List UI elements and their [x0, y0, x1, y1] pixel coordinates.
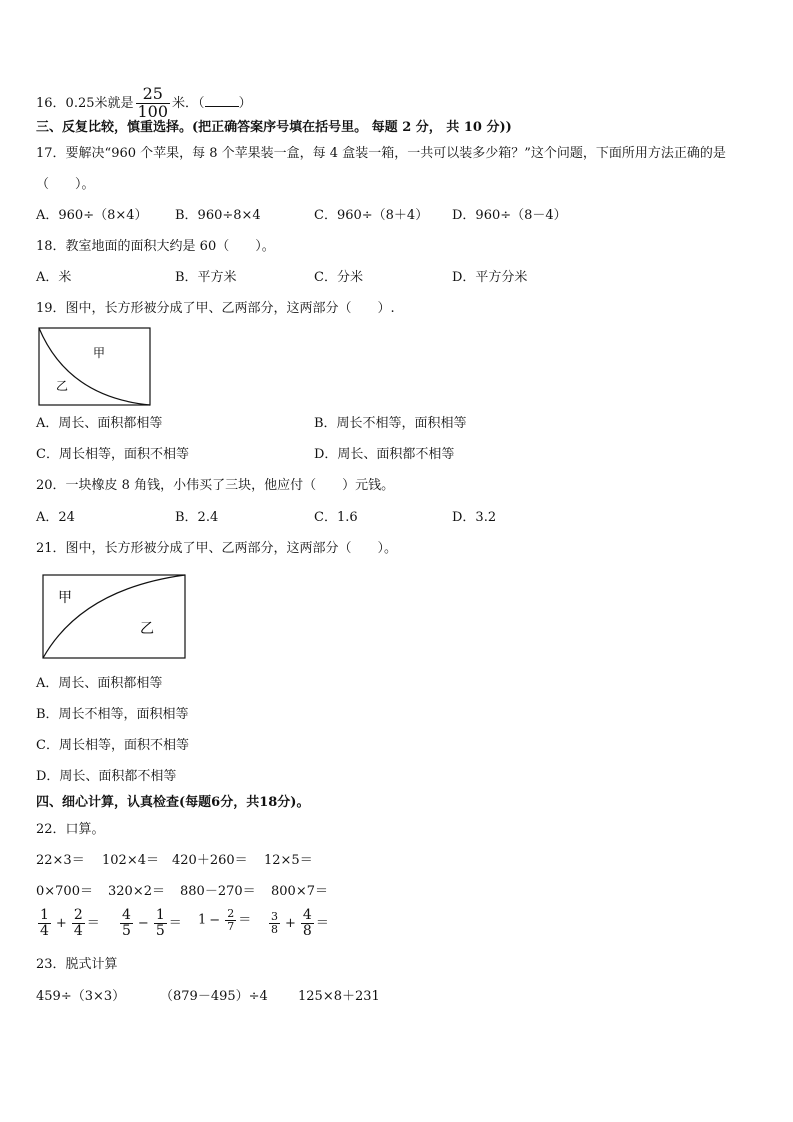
q19-curve: [39, 328, 150, 405]
q20-option-a[interactable]: A．24: [36, 510, 75, 525]
q19-option-b[interactable]: B．周长不相等，面积相等: [314, 416, 467, 431]
q21-label-jia: 甲: [58, 590, 72, 606]
fraction: $\frac{2}{4}$: [73, 907, 83, 939]
q22-r3-item-3: 1 − $\frac{2}{7}$ ＝: [198, 907, 252, 933]
q19-label-jia: 甲: [93, 346, 106, 360]
q17-stem-line1: 17．要解决“960 个苹果，每 8 个苹果装一盒，每 4 盒装一箱，一共可以装多少箱？”这个问题，下面所用方法正确的是: [36, 146, 726, 161]
q18-option-d[interactable]: D．平方分米: [452, 270, 528, 285]
fraction: $\frac{1}{4}$: [40, 907, 49, 939]
section-3-heading: 三、反复比较，慎重选择。(把正确答案序号填在括号里。 每题 2 分， 共 10 分)): [36, 120, 512, 135]
q23-item-3: 125×8＋231: [298, 989, 380, 1004]
q16-suffix: 米．（: [172, 95, 205, 111]
q20-option-d[interactable]: D．3.2: [452, 510, 497, 525]
q17-option-c[interactable]: C．960÷（8＋4）: [314, 208, 429, 223]
q18-option-c[interactable]: C．分米: [314, 270, 363, 285]
q16-fraction: [136, 86, 171, 121]
q16-prefix: 16．0.25米就是: [36, 95, 134, 111]
q21-rectangle-figure: [42, 574, 187, 660]
q18-stem: 18．教室地面的面积大约是 60（ ）。: [36, 239, 275, 254]
q21-rectangle: [43, 575, 185, 658]
q18-option-b[interactable]: B．平方米: [175, 270, 237, 285]
q17-option-b[interactable]: B．960÷8×4: [175, 208, 261, 223]
q17-answer-bracket[interactable]: （ ）。: [36, 177, 95, 192]
q23-item-1: 459÷（3×3）: [36, 989, 126, 1004]
q19-label-yi: 乙: [56, 379, 69, 393]
q22-r2-item-1: 0×700＝: [36, 884, 93, 899]
q21-option-a[interactable]: A．周长、面积都相等: [36, 676, 163, 691]
q19-rectangle: [39, 328, 150, 405]
q23-item-2: （879－495）÷4: [160, 989, 268, 1004]
q17-option-d[interactable]: D．960÷（8－4）: [452, 208, 567, 223]
q22-r1-item-4: 12×5＝: [264, 853, 313, 868]
q22-r2-item-3: 880－270＝: [180, 884, 256, 899]
q19-option-d[interactable]: D．周长、面积都不相等: [314, 447, 455, 462]
q16-frac-den: 100: [137, 101, 169, 121]
fraction: $\frac{1}{5}$: [155, 907, 165, 939]
q18-option-a[interactable]: A．米: [36, 270, 72, 285]
q20-option-b[interactable]: B．2.4: [175, 510, 219, 525]
fraction: $\frac{4}{5}$: [122, 907, 131, 939]
fraction: $\frac{3}{8}$: [271, 910, 278, 936]
q23-stem: 23．脱式计算: [36, 957, 118, 972]
q22-r3-item-2: $\frac{4}{5}$ − $\frac{1}{5}$ ＝: [122, 907, 182, 939]
q22-r1-item-3: 420＋260＝: [172, 853, 248, 868]
q17-option-a[interactable]: A．960÷（8×4）: [36, 208, 148, 223]
q19-option-c[interactable]: C．周长相等，面积不相等: [36, 447, 189, 462]
q16-close: ）: [238, 95, 252, 111]
q21-option-d[interactable]: D．周长、面积都不相等: [36, 769, 177, 784]
q22-r1-item-1: 22×3＝: [36, 853, 85, 868]
q21-curve: [43, 575, 185, 658]
q19-option-a[interactable]: A．周长、面积都相等: [36, 416, 163, 431]
fraction: $\frac{4}{8}$: [302, 907, 312, 939]
q19-stem: 19．图中，长方形被分成了甲、乙两部分，这两部分（ ）.: [36, 301, 395, 316]
q20-option-c[interactable]: C．1.6: [314, 510, 358, 525]
q16-answer-blank[interactable]: [205, 94, 239, 107]
q22-r2-item-2: 320×2＝: [108, 884, 165, 899]
q22-r1-item-2: 102×4＝: [102, 853, 159, 868]
fraction: $\frac{2}{7}$: [227, 907, 235, 933]
q22-r3-item-1: $\frac{1}{4}$ + $\frac{2}{4}$ ＝: [40, 907, 100, 939]
q20-stem: 20．一块橡皮 8 角钱，小伟买了三块，他应付（ ）元钱。: [36, 478, 395, 493]
q22-r2-item-4: 800×7＝: [271, 884, 328, 899]
q21-option-b[interactable]: B．周长不相等，面积相等: [36, 707, 189, 722]
q22-stem: 22．口算。: [36, 822, 105, 837]
q16-frac-num: 25: [136, 86, 171, 104]
q21-option-c[interactable]: C．周长相等，面积不相等: [36, 738, 189, 753]
q19-rectangle-figure: [38, 327, 152, 407]
section-4-heading: 四、细心计算，认真检查(每题6分，共18分)。: [36, 795, 310, 810]
q22-r3-item-4: $\frac{3}{8}$ + $\frac{4}{8}$ ＝: [271, 907, 329, 939]
question-16: [36, 86, 252, 121]
q21-stem: 21．图中，长方形被分成了甲、乙两部分，这两部分（ ）。: [36, 541, 398, 556]
q21-label-yi: 乙: [140, 621, 154, 637]
